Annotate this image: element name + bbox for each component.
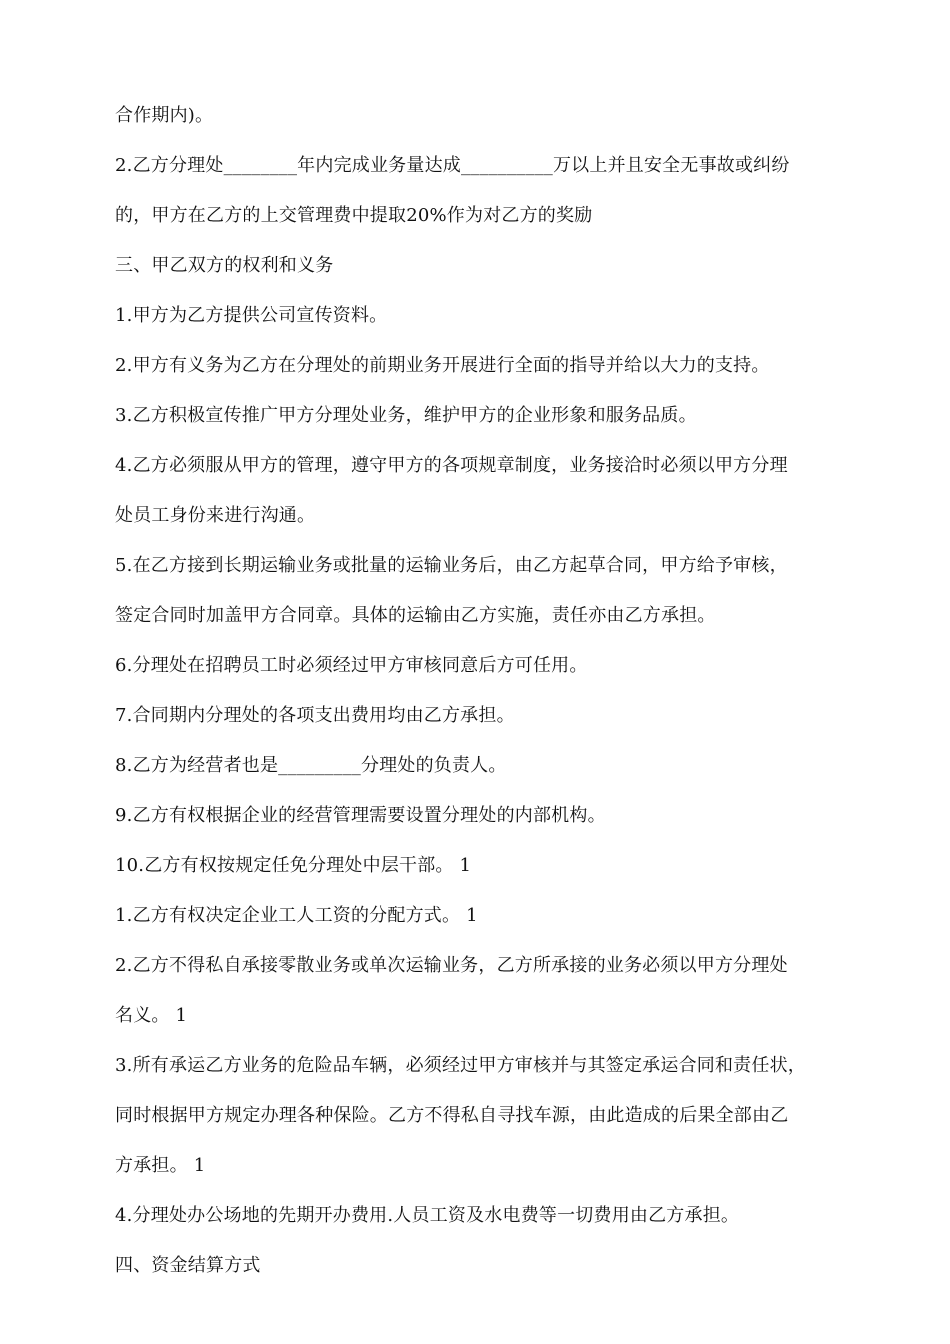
text-line: 9.乙方有权根据企业的经营管理需要设置分理处的内部机构。 (115, 805, 606, 826)
text-line: 7.合同期内分理处的各项支出费用均由乙方承担。 (115, 705, 515, 726)
section-heading: 三、甲乙双方的权利和义务 (115, 255, 334, 276)
text-line: 1.乙方有权决定企业工人工资的分配方式。 1 (115, 905, 478, 926)
text-line: 3.所有承运乙方业务的危险品车辆，必须经过甲方审核并与其签定承运合同和责任状， (115, 1055, 806, 1076)
text-line: 4.乙方必须服从甲方的管理，遵守甲方的各项规章制度，业务接洽时必须以甲方分理 (115, 455, 788, 476)
text-line: 2.甲方有义务为乙方在分理处的前期业务开展进行全面的指导并给以大力的支持。 (115, 355, 770, 376)
text-line: 的，甲方在乙方的上交管理费中提取20%作为对乙方的奖励 (115, 205, 593, 226)
text-line: 2.乙方分理处________年内完成业务量达成__________万以上并且安全无事故或纠纷 (115, 155, 790, 176)
text-line: 签定合同时加盖甲方合同章。具体的运输由乙方实施，责任亦由乙方承担。 (115, 605, 716, 626)
text-line: 6.分理处在招聘员工时必须经过甲方审核同意后方可任用。 (115, 655, 588, 676)
section-heading: 四、资金结算方式 (115, 1255, 261, 1276)
text-line: 8.乙方为经营者也是_________分理处的负责人。 (115, 755, 507, 776)
text-line: 3.乙方积极宣传推广甲方分理处业务，维护甲方的企业形象和服务品质。 (115, 405, 697, 426)
text-line: 处员工身份来进行沟通。 (115, 505, 316, 526)
text-line: 10.乙方有权按规定任免分理处中层干部。 1 (115, 855, 472, 876)
text-line: 5.在乙方接到长期运输业务或批量的运输业务后，由乙方起草合同，甲方给予审核， (115, 555, 788, 576)
text-line: 方承担。 1 (115, 1155, 206, 1176)
text-line: 合作期内)。 (115, 105, 214, 126)
text-line: 同时根据甲方规定办理各种保险。乙方不得私自寻找车源，由此造成的后果全部由乙 (115, 1105, 789, 1126)
text-line: 4.分理处办公场地的先期开办费用.人员工资及水电费等一切费用由乙方承担。 (115, 1205, 740, 1226)
text-line: 2.乙方不得私自承接零散业务或单次运输业务，乙方所承接的业务必须以甲方分理处 (115, 955, 788, 976)
text-line: 名义。 1 (115, 1005, 188, 1026)
text-line: 1.甲方为乙方提供公司宣传资料。 (115, 305, 388, 326)
